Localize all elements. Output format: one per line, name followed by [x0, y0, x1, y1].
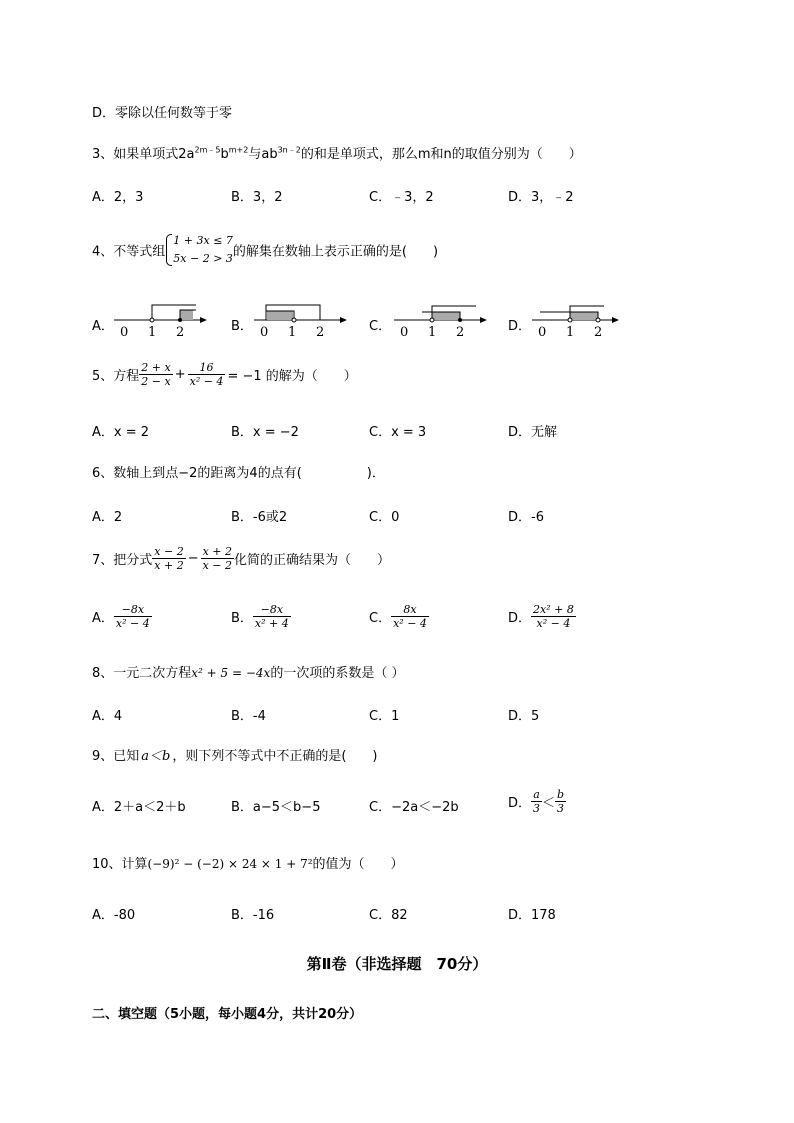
- q6-option-c: C．0: [369, 510, 400, 525]
- q7-c-numerator: 8x: [391, 603, 429, 617]
- q4-stem: [92, 232, 438, 268]
- q7-b-denominator: x² + 4: [254, 617, 289, 630]
- q9-d-denominator-2: 3: [557, 802, 565, 815]
- q7-label-a: A．: [92, 611, 114, 626]
- q7-suffix: 化简的正确结果为（ ）: [234, 553, 391, 568]
- tick-label-0: 0: [260, 325, 269, 340]
- q3-stem: [92, 143, 582, 162]
- q7-fraction-2: [201, 545, 234, 572]
- q7-a-denominator: x² − 4: [115, 617, 150, 630]
- q5-f1-denominator: 2 − x: [141, 375, 171, 388]
- part-2-heading: 第Ⅱ卷（非选择题 70分）: [306, 955, 488, 973]
- q7-minus: −: [187, 551, 199, 566]
- q7-f2-denominator: x − 2: [202, 559, 233, 572]
- number-line-b: [252, 300, 352, 342]
- number-line-a: [112, 300, 212, 342]
- q3-exp3: 3n﹣2: [277, 145, 301, 155]
- q7-c-fraction: [391, 603, 429, 630]
- q3-option-a: A．2，3: [92, 190, 144, 205]
- q9-option-d: [508, 788, 566, 815]
- q3-option-c: C．﹣3，2: [369, 190, 434, 205]
- q8-option-a: A．4: [92, 709, 123, 724]
- q3-option-b: B．3，2: [231, 190, 283, 205]
- q5-option-d: D．无解: [508, 425, 558, 440]
- q8-option-b: B．-4: [231, 709, 266, 724]
- q8-option-d: D．5: [508, 709, 540, 724]
- q3-b: b: [220, 147, 229, 162]
- q10-prefix: 10、计算: [92, 857, 148, 872]
- q9-d-numerator-1: a: [531, 788, 542, 802]
- q10-expression: (−9)² − (−2) × 24 × 1 + 7²: [147, 857, 313, 871]
- q3-suffix: 的和是单项式，那么m和n的取值分别为（ ）: [300, 147, 582, 162]
- q5-prefix: 5、方程: [92, 369, 140, 384]
- q3-exp2: m+2: [228, 145, 249, 155]
- q7-c-denominator: x² − 4: [393, 617, 427, 630]
- number-line-c: [392, 300, 492, 342]
- q7-f2-numerator: x + 2: [202, 545, 233, 558]
- tick-label-0: 0: [120, 325, 129, 340]
- tick-label-1: 1: [288, 325, 297, 340]
- q7-a-fraction: [114, 603, 152, 630]
- q9-option-b: B．a−5＜b−5: [231, 800, 321, 815]
- q10-suffix: 的值为（ ）: [312, 857, 404, 872]
- tick-label-2: 2: [594, 325, 603, 340]
- q7-f1-numerator: x − 2: [154, 545, 184, 558]
- q9-d-less-than: ＜: [542, 796, 556, 811]
- q5-f2-denominator: x² − 4: [189, 375, 224, 388]
- tick-label-2: 2: [456, 325, 465, 340]
- tick-label-1: 1: [428, 325, 437, 340]
- q4-line1: 1 + 3x ≤ 7: [173, 234, 233, 247]
- q9-option-c: C．−2a＜−2b: [369, 800, 459, 815]
- q4-prefix: 4、不等式组: [92, 244, 166, 260]
- q7-option-d: [508, 603, 576, 630]
- q4-label-c: C．: [369, 319, 392, 334]
- q7-option-c: [369, 603, 429, 630]
- q5-option-b: B．x = −2: [231, 425, 299, 440]
- q7-option-a: [92, 603, 152, 630]
- q9-d-denominator-1: 3: [533, 802, 541, 815]
- q10-option-a: A．-80: [92, 908, 136, 923]
- q9-d-fraction-1: [531, 788, 542, 815]
- q3-option-d: D．3，﹣2: [508, 190, 574, 205]
- tick-label-1: 1: [148, 325, 157, 340]
- q5-f1-numerator: 2 + x: [141, 361, 171, 374]
- tick-label-0: 0: [538, 325, 547, 340]
- q7-label-c: C．: [369, 611, 392, 626]
- q7-label-b: B．: [231, 611, 253, 626]
- q5-fraction-1: [139, 361, 172, 388]
- q3-exp1: 2m﹣5: [194, 145, 221, 155]
- q5-stem: [92, 361, 357, 388]
- q6-stem: 6、数轴上到点−2的距离为4的点有( )．: [92, 466, 385, 481]
- q9-d-numerator-2: b: [557, 788, 565, 801]
- q7-label-d: D．: [508, 611, 532, 626]
- q3-prefix: 3、如果单项式2a: [92, 147, 195, 162]
- q6-option-a: A．2: [92, 510, 123, 525]
- tick-label-0: 0: [400, 325, 409, 340]
- q9-option-a: A．2＋a＜2＋b: [92, 800, 186, 815]
- q10-option-c: C．82: [369, 908, 408, 923]
- q5-option-a: A．x = 2: [92, 425, 150, 440]
- q7-a-numerator: −8x: [114, 603, 152, 617]
- tick-label-1: 1: [566, 325, 575, 340]
- q5-suffix: = −1 的解为（ ）: [227, 369, 357, 384]
- q9-condition: a＜b: [141, 749, 171, 764]
- q9-suffix: ，则下列不等式中不正确的是( ): [172, 749, 378, 764]
- q4-label-b: B．: [231, 319, 253, 334]
- q5-fraction-2: [188, 361, 226, 388]
- q7-f1-denominator: x + 2: [154, 559, 184, 572]
- q10-option-d: D．178: [508, 908, 556, 923]
- q7-b-fraction: [253, 603, 291, 630]
- q7-d-denominator: x² − 4: [536, 617, 571, 630]
- inequality-system: [165, 232, 233, 268]
- q5-f2-numerator: 16: [188, 361, 226, 375]
- q9-stem: [92, 745, 378, 764]
- q9-label-d: D．: [508, 796, 532, 811]
- q7-fraction-1: [152, 545, 185, 572]
- q10-option-b: B．-16: [231, 908, 275, 923]
- q7-option-b: [231, 603, 291, 630]
- q8-suffix: 的一次项的系数是（ ）: [270, 666, 405, 681]
- q4-label-a: A．: [92, 319, 114, 334]
- q4-suffix: 的解集在数轴上表示正确的是( ): [232, 244, 439, 260]
- q4-label-d: D．: [508, 319, 532, 334]
- q8-option-c: C．1: [369, 709, 400, 724]
- q6-option-b: B．-6或2: [231, 510, 288, 525]
- q7-b-numerator: −8x: [253, 603, 291, 617]
- q8-prefix: 8、一元二次方程: [92, 666, 192, 681]
- q4-line2: 5x − 2 > 3: [173, 252, 233, 265]
- q7-d-fraction: [531, 603, 576, 630]
- q10-stem: [92, 853, 404, 872]
- section-2-heading: 二、填空题（5小题，每小题4分，共计20分）: [92, 1007, 363, 1022]
- q7-stem: [92, 545, 390, 572]
- q6-option-d: D．-6: [508, 510, 544, 525]
- tick-label-2: 2: [176, 325, 185, 340]
- number-line-d: [530, 300, 630, 342]
- q3-mid: 与ab: [248, 147, 278, 162]
- q7-d-numerator: 2x² + 8: [533, 603, 574, 616]
- q5-option-c: C．x = 3: [369, 425, 427, 440]
- q2-option-d: D．零除以任何数等于零: [92, 106, 233, 121]
- q5-plus: +: [174, 367, 186, 382]
- q7-prefix: 7、把分式: [92, 553, 153, 568]
- q8-equation: x² + 5 = −4x: [191, 666, 271, 680]
- q9-prefix: 9、已知: [92, 749, 140, 764]
- q9-d-fraction-2: [555, 788, 566, 815]
- q8-stem: [92, 662, 404, 681]
- tick-label-2: 2: [316, 325, 325, 340]
